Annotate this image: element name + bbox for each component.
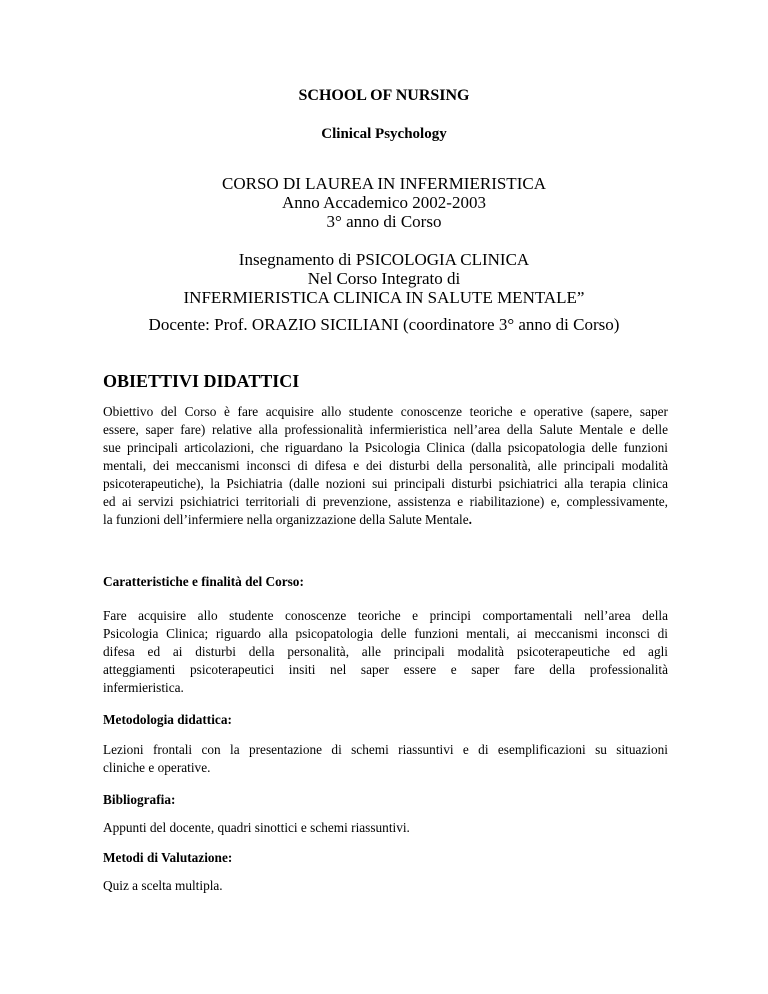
paragraph-line: psicoterapeutiche), la Psichiatria (dalle nozioni sui principali disturbi psichiatrici alla terapia clinica: [103, 476, 668, 491]
teaching-line: Insegnamento di PSICOLOGIA CLINICA: [238, 250, 530, 269]
features-heading: Caratteristiche e finalità del Corso:: [103, 574, 304, 589]
bibliography-heading: Bibliografia:: [103, 792, 176, 807]
teaching-info-block: [0, 250, 768, 307]
paragraph-line-text: la funzioni dell’infermiere nella organizzazione della Salute Mentale: [103, 512, 469, 527]
paragraph-line: Psicologia Clinica; riguardo alla psicopatologia delle funzioni mentali, ai meccanismi inconsci di: [103, 626, 668, 641]
features-paragraph: [103, 607, 668, 697]
final-period: .: [468, 512, 472, 527]
paragraph-line: ed ai servizi psichiatrici territoriali di prevenzione, assistenza e riabilitazione) e, complessivamente,: [103, 494, 668, 509]
integrated-course-line: Nel Corso Integrato di: [307, 269, 461, 288]
paragraph-line: essere, saper fare) relative alla professionalità infermieristica nell’area della Salute Mentale e delle: [103, 422, 668, 437]
paragraph-line-last: infermieristica.: [103, 680, 184, 695]
subject-title: Clinical Psychology: [321, 126, 447, 142]
paragraph-line-last: Quiz a scelta multipla.: [103, 878, 223, 893]
paragraph-line: sue principali articolazioni, che riguardano la Psicologia Clinica (dalla psicopatologia delle funzioni: [103, 440, 668, 455]
paragraph-line: difesa ed ai disturbi della personalità, alle principali modalità psicoterapeutiche ed agli: [103, 644, 668, 659]
course-degree-line: CORSO DI LAUREA IN INFERMIERISTICA: [222, 174, 546, 193]
methodology-paragraph: [103, 741, 668, 777]
paragraph-line-last: Appunti del docente, quadri sinottici e schemi riassuntivi.: [103, 820, 410, 835]
academic-year-line: Anno Accademico 2002-2003: [282, 193, 486, 212]
paragraph-line: Fare acquisire allo studente conoscenze teoriche e principi comportamentali nell’area della: [103, 608, 668, 623]
paragraph-line-last: [103, 511, 668, 529]
methodology-heading: Metodologia didattica:: [103, 712, 232, 727]
paragraph-line: Lezioni frontali con la presentazione di schemi riassuntivi e di esemplificazioni su situazioni: [103, 742, 668, 757]
paragraph-line: mentali, dei meccanismi inconsci di difesa e dei disturbi della personalità, alle principali modalità: [103, 458, 668, 473]
evaluation-heading: Metodi di Valutazione:: [103, 850, 233, 865]
school-title: SCHOOL OF NURSING: [298, 87, 470, 104]
integrated-course-name: INFERMIERISTICA CLINICA IN SALUTE MENTALE”: [183, 288, 585, 307]
paragraph-line: Obiettivo del Corso è fare acquisire allo studente conoscenze teoriche e operative (sapere, saper: [103, 404, 668, 419]
paragraph-line: atteggiamenti psicoterapeutici insiti nel saper essere e saper fare della professionalità: [103, 662, 668, 677]
paragraph-line-last: cliniche e operative.: [103, 760, 211, 775]
objectives-paragraph: [103, 403, 668, 529]
lecturer-line: Docente: Prof. ORAZIO SICILIANI (coordinatore 3° anno di Corso): [148, 315, 620, 334]
objectives-heading: OBIETTIVI DIDATTICI: [103, 371, 300, 391]
course-info-block: [0, 174, 768, 231]
course-year-line: 3° anno di Corso: [326, 212, 442, 231]
evaluation-paragraph: [103, 877, 668, 895]
bibliography-paragraph: [103, 819, 668, 837]
